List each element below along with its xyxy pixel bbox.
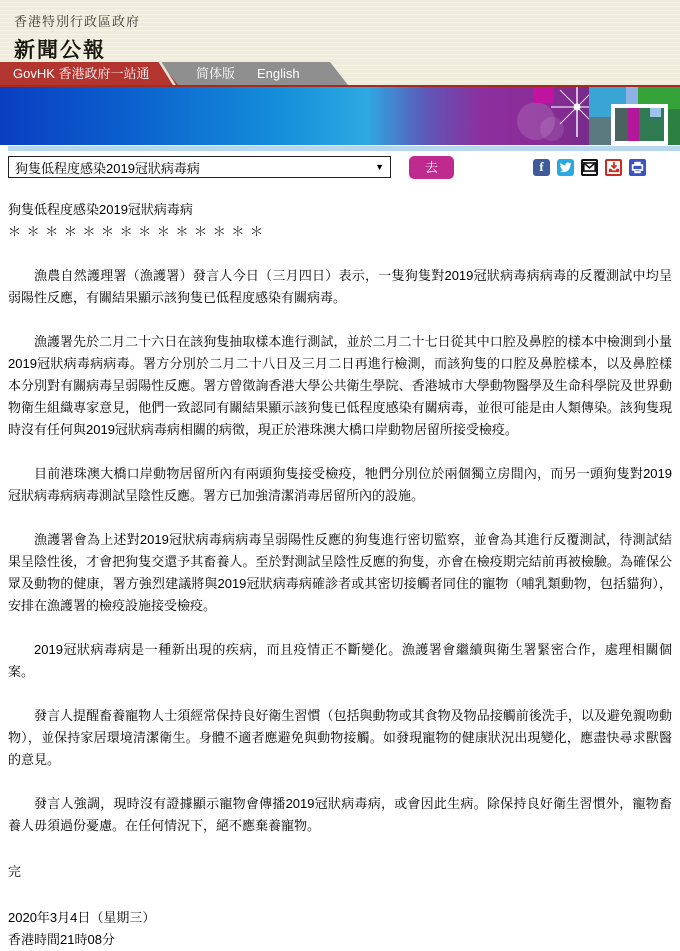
tab-govhk-label[interactable]: GovHK 香港政府一站通 (13, 66, 150, 81)
article-paragraph: 漁農自然護理署（漁護署）發言人今日（三月四日）表示，一隻狗隻對2019冠狀病毒病病毒的反覆測試中均呈弱陽性反應，有關結果顯示該狗隻已低程度感染有關病毒。 (8, 268, 672, 305)
article-paragraph: 2019冠狀病毒病是一種新出現的疾病，而且疫情正不斷變化。漁護署會繼續與衛生署緊密合作，處理相關個案。 (8, 642, 672, 679)
facebook-icon[interactable]: f (533, 159, 550, 176)
page-title: 新聞公報 (14, 39, 106, 62)
article-paragraph: 發言人提醒畜養寵物人士須經常保持良好衛生習慣（包括與動物或其食物及物品接觸前後洗手，以及避免親吻動物），並保持家居環境清潔衛生。身體不適者應避免與動物接觸。如發現寵物的健康狀況出現變化，應盡快尋求獸醫的意見。 (8, 708, 672, 767)
press-release-toolbar (8, 155, 680, 179)
article-title: 狗隻低程度感染2019冠狀病毒病 (8, 202, 193, 217)
tab-english[interactable]: English (257, 66, 300, 81)
article-time: 香港時間21時08分 (8, 932, 115, 947)
press-release-select-value: 狗隻低程度感染2019冠狀病毒病 (15, 160, 200, 176)
masthead (0, 0, 680, 62)
government-title: 香港特別行政區政府 (14, 14, 141, 29)
share-icons (533, 159, 646, 176)
press-release-select[interactable] (8, 156, 391, 178)
save-icon[interactable] (605, 159, 622, 176)
print-icon[interactable] (629, 159, 646, 176)
twitter-icon[interactable] (557, 159, 574, 176)
banner-white-frame (611, 104, 668, 145)
tab-simplified-chinese[interactable]: 简体版 (196, 66, 236, 81)
article-separator: ＊ ＊ ＊ ＊ ＊ ＊ ＊ ＊ ＊ ＊ ＊ ＊ ＊ ＊ (8, 224, 264, 239)
nav-tab-bar (0, 62, 680, 85)
banner-bottom-strip (8, 146, 680, 151)
article-date: 2020年3月4日（星期三） (8, 910, 156, 925)
article-end-mark: 完 (8, 864, 22, 879)
article-paragraph: 目前港珠澳大橋口岸動物居留所內有兩頭狗隻接受檢疫，牠們分別位於兩個獨立房間內，而另一頭狗隻對2019冠狀病毒病病毒測試呈陰性反應。署方已加強清潔消毒居留所內的設施。 (8, 466, 672, 503)
article-paragraph: 發言人強調，現時沒有證據顯示寵物會傳播2019冠狀病毒病，或會因此生病。除保持良好衛生習慣外，寵物畜養人毋須過份憂慮。在任何情況下，絕不應棄養寵物。 (8, 796, 672, 833)
article-paragraph: 漁護署先於二月二十六日在該狗隻抽取樣本進行測試，並於二月二十七日從其中口腔及鼻腔的樣本中檢測到小量2019冠狀病毒病病毒。署方分別於二月二十八日及三月二日再進行檢測，而該狗隻的口腔及鼻腔樣本，以及鼻腔樣本分別對有關病毒呈弱陽性反應。署方曾徵詢香港大學公共衛生學院、香港城市大學動物醫學及生命科學院及世界動物衛生組織專家意見，他們一致認同有關結果顯示該狗隻已低程度感染有關病毒，並很可能是由人類傳染。該狗隻現時沒有任何與2019冠狀病毒病相關的病徵，現正於港珠澳大橋口岸動物居留所接受檢疫。 (8, 334, 672, 437)
email-icon[interactable] (581, 159, 598, 176)
banner-graphic (0, 87, 680, 145)
chevron-down-icon: ▼ (375, 162, 384, 172)
press-release-article (8, 199, 672, 951)
go-button[interactable]: 去 (409, 156, 454, 179)
article-paragraph: 漁護署會為上述對2019冠狀病毒病病毒呈弱陽性反應的狗隻進行密切監察，並會為其進行反覆測試，待測試結果呈陰性後，才會把狗隻交還予其畜養人。至於對測試呈陰性反應的狗隻，亦會在檢疫期完結前再被檢驗。為確保公眾及動物的健康，署方強烈建議將與2019冠狀病毒病確診者或其密切接觸者同住的寵物（哺乳類動物，包括貓狗），安排在漁護署的檢疫設施接受檢疫。 (8, 532, 672, 613)
